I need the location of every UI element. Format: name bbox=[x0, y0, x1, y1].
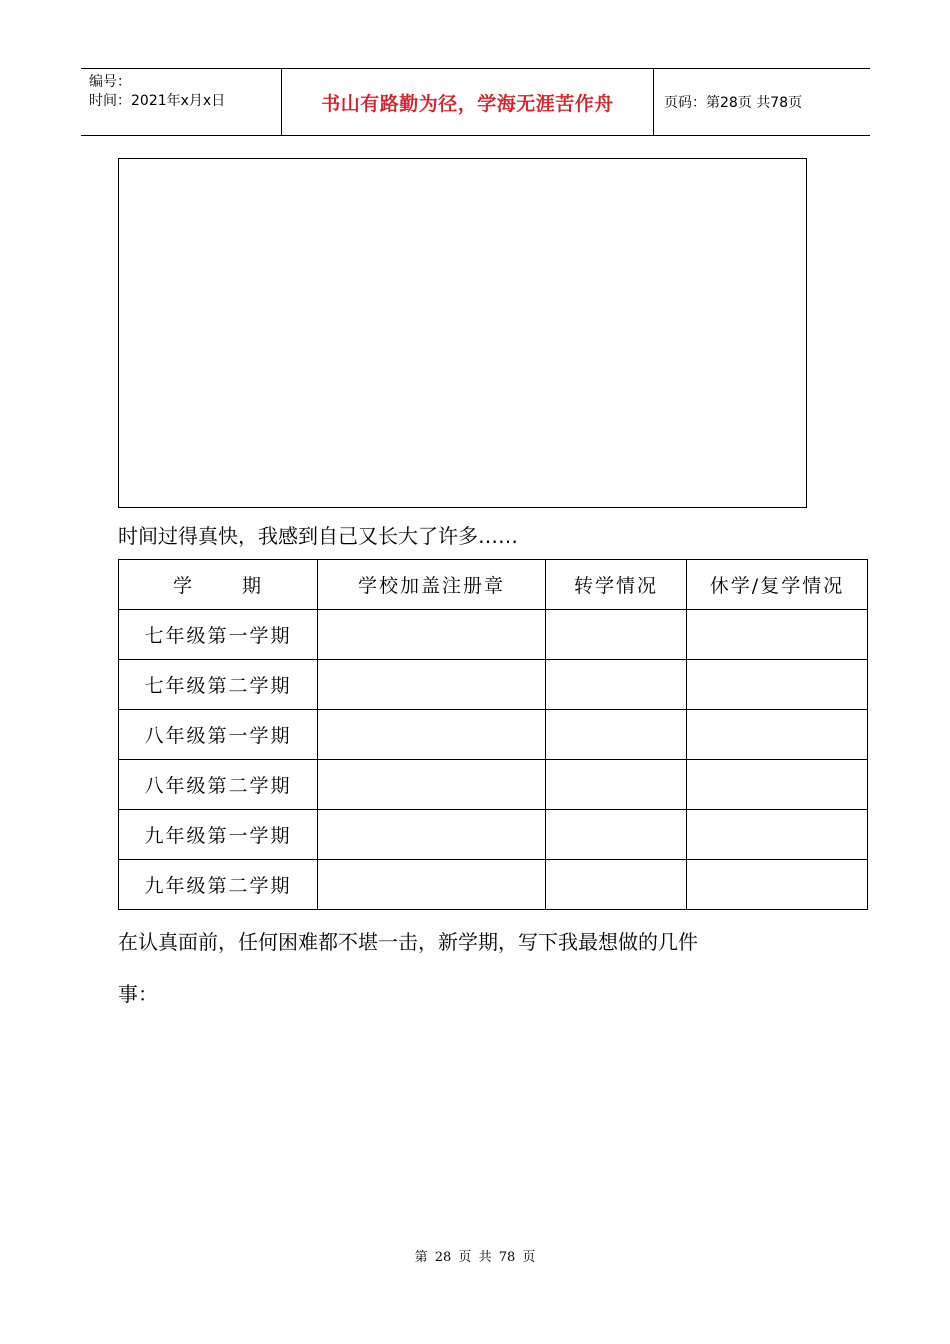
page-header bbox=[81, 68, 870, 136]
suspension-cell[interactable] bbox=[687, 860, 868, 910]
table-row bbox=[119, 760, 868, 810]
table-row bbox=[119, 610, 868, 660]
prompt-line-1: 在认真面前，任何困难都不堪一击，新学期，写下我最想做的几件 bbox=[118, 930, 698, 954]
table-header-row bbox=[119, 560, 868, 610]
header-transfer: 转学情况 bbox=[546, 560, 687, 610]
stamp-cell[interactable] bbox=[318, 860, 546, 910]
stamp-cell[interactable] bbox=[318, 610, 546, 660]
stamp-cell[interactable] bbox=[318, 810, 546, 860]
transfer-cell[interactable] bbox=[546, 660, 687, 710]
transfer-cell[interactable] bbox=[546, 860, 687, 910]
suspension-cell[interactable] bbox=[687, 710, 868, 760]
term-cell: 九年级第二学期 bbox=[119, 860, 318, 910]
table-row bbox=[119, 860, 868, 910]
suspension-cell[interactable] bbox=[687, 810, 868, 860]
transfer-cell[interactable] bbox=[546, 710, 687, 760]
header-page-number: 页码：第28页 共78页 bbox=[664, 95, 803, 111]
transfer-cell[interactable] bbox=[546, 760, 687, 810]
stamp-cell[interactable] bbox=[318, 710, 546, 760]
time-label: 时间：2021年x月x日 bbox=[89, 93, 226, 109]
transfer-cell[interactable] bbox=[546, 610, 687, 660]
header-term: 学 期 bbox=[119, 560, 318, 610]
registration-table bbox=[118, 559, 868, 910]
header-suspension: 休学/复学情况 bbox=[687, 560, 868, 610]
table-row bbox=[119, 710, 868, 760]
header-school-stamp: 学校加盖注册章 bbox=[318, 560, 546, 610]
header-motto: 书山有路勤为径，学海无涯苦作舟 bbox=[281, 69, 654, 135]
serial-label: 编号： bbox=[89, 74, 131, 90]
header-meta bbox=[81, 69, 281, 135]
suspension-cell[interactable] bbox=[687, 610, 868, 660]
term-cell: 九年级第一学期 bbox=[119, 810, 318, 860]
photo-frame bbox=[118, 158, 807, 508]
table-row bbox=[119, 660, 868, 710]
prompt-line-2: 事： bbox=[118, 982, 158, 1006]
stamp-cell[interactable] bbox=[318, 760, 546, 810]
table-row bbox=[119, 810, 868, 860]
transfer-cell[interactable] bbox=[546, 810, 687, 860]
suspension-cell[interactable] bbox=[687, 760, 868, 810]
suspension-cell[interactable] bbox=[687, 660, 868, 710]
stamp-cell[interactable] bbox=[318, 660, 546, 710]
term-cell: 八年级第二学期 bbox=[119, 760, 318, 810]
term-cell: 八年级第一学期 bbox=[119, 710, 318, 760]
term-cell: 七年级第一学期 bbox=[119, 610, 318, 660]
page-footer: 第 28 页 共 78 页 bbox=[414, 1250, 536, 1265]
intro-text: 时间过得真快，我感到自己又长大了许多…… bbox=[118, 524, 518, 548]
term-cell: 七年级第二学期 bbox=[119, 660, 318, 710]
